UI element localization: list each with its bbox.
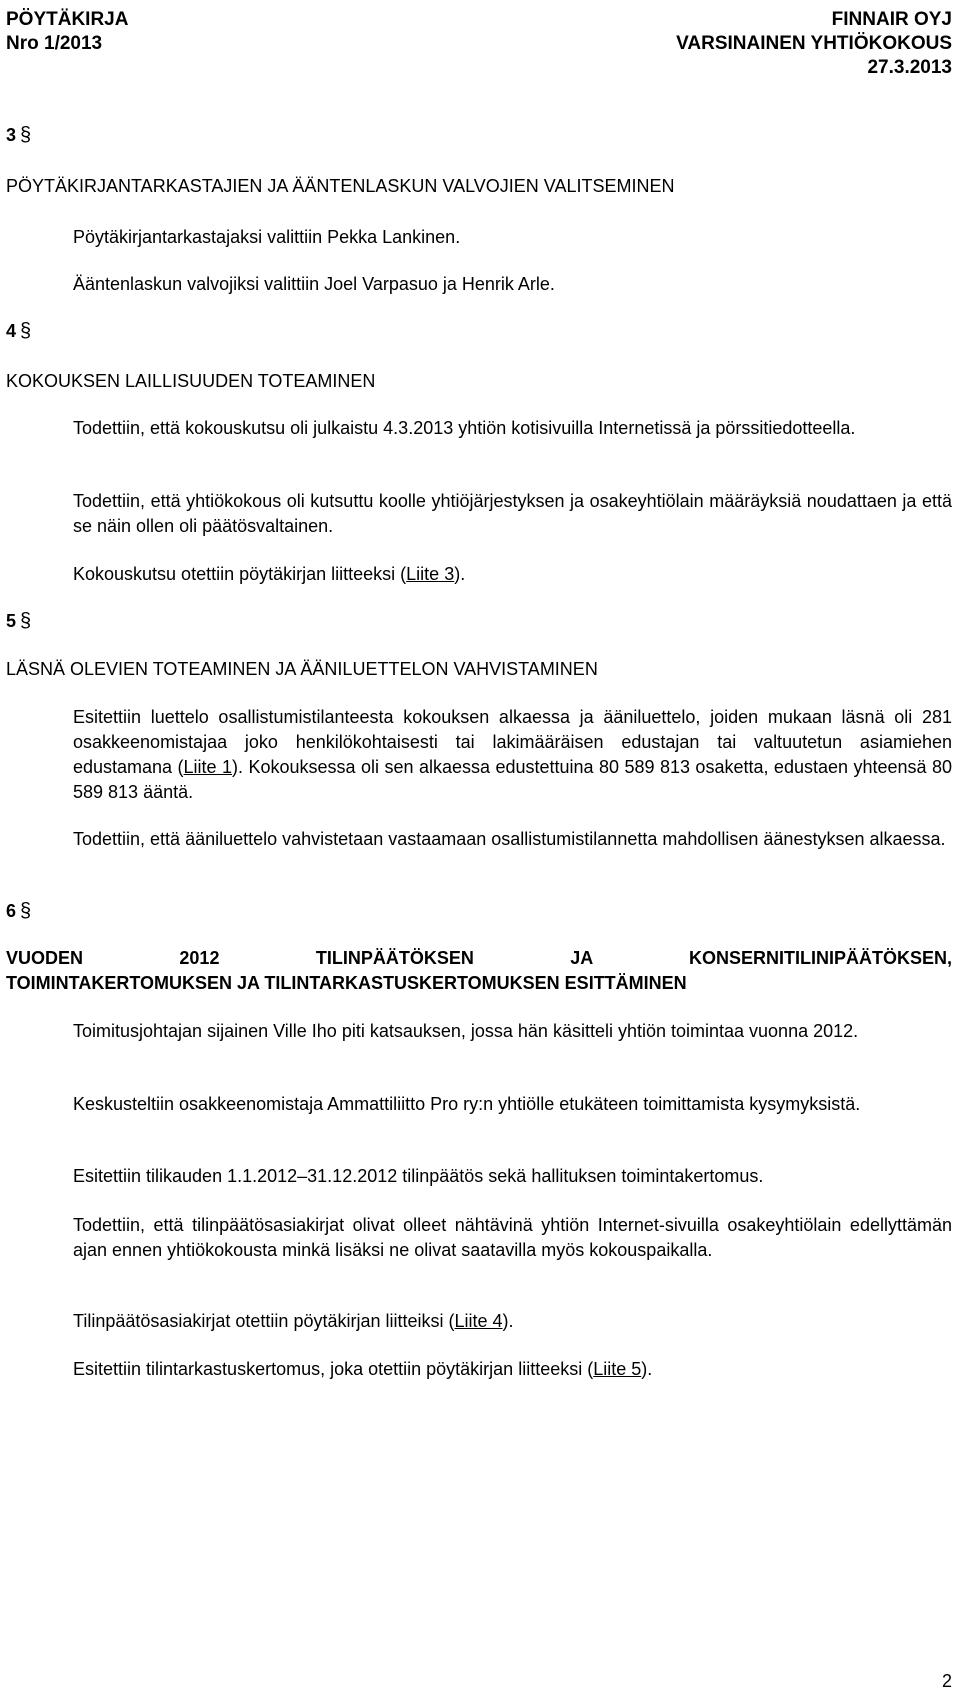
section-6-paragraph-1: Toimitusjohtajan sijainen Ville Iho piti katsauksen, jossa hän käsitteli yhtiön toimintaa vuonna 2012. (73, 1021, 859, 1041)
section-number: 4 (6, 321, 17, 341)
section-3-paragraph-2: Ääntenlaskun valvojiksi valittiin Joel Varpasuo ja Henrik Arle. (73, 274, 555, 294)
company-name: FINNAIR OYJ (831, 9, 952, 30)
section-6-paragraph-4: Todettiin, että tilinpäätösasiakirjat olivat olleet nähtävinä yhtiön Internet-sivuilla osakeyhtiölain edellyttämän ajan ennen yhtiökokousta minkä lisäksi ne olivat saatavilla myös kokouspaikalla. (73, 1215, 952, 1260)
section-5-paragraph-2: Todettiin, että ääniluettelo vahvistetaan vastaamaan osallistumistilannetta mahdollisen äänestyksen alkaessa. (73, 829, 946, 849)
section-symbol: § (20, 610, 32, 632)
section-6-paragraph-5 (73, 1309, 952, 1334)
section-3-paragraph-1: Pöytäkirjantarkastajaksi valittiin Pekka Lankinen. (73, 227, 461, 247)
header-right (676, 8, 952, 80)
section-5-paragraph-1 (73, 705, 952, 805)
attachment-link-liite-4[interactable]: Liite 4 (454, 1311, 503, 1331)
attachment-link-liite-5[interactable]: Liite 5 (593, 1359, 642, 1379)
section-3-number (6, 124, 31, 147)
section-5-title: LÄSNÄ OLEVIEN TOTEAMINEN JA ÄÄNILUETTELON VAHVISTAMINEN (6, 659, 598, 679)
document-number: Nro 1/2013 (6, 33, 103, 54)
paragraph-text: ). (641, 1359, 653, 1379)
header-left (6, 8, 128, 56)
page-number: 2 (941, 1671, 952, 1691)
section-4-title: KOKOUKSEN LAILLISUUDEN TOTEAMINEN (6, 371, 376, 391)
document-type: PÖYTÄKIRJA (6, 9, 129, 30)
section-number: 5 (6, 611, 17, 631)
paragraph-text: Kokouskutsu otettiin pöytäkirjan liitteeksi ( (73, 564, 407, 584)
paragraph-text: ). (454, 564, 466, 584)
section-4-number (6, 320, 31, 343)
section-6-paragraph-6 (73, 1357, 952, 1382)
section-3-title: PÖYTÄKIRJANTARKASTAJIEN JA ÄÄNTENLASKUN VALVOJIEN VALITSEMINEN (6, 176, 675, 196)
paragraph-text: Tilinpäätösasiakirjat otettiin pöytäkirjan liitteiksi ( (73, 1311, 455, 1331)
paragraph-text: Todettiin, että kokouskutsu oli julkaistu 4.3.2013 yhtiön kotisivuilla Internetissä ja pörssitiedotteella. (73, 418, 856, 438)
section-number: 3 (6, 125, 17, 145)
attachment-link-liite-1[interactable]: Liite 1 (183, 757, 233, 777)
section-symbol: § (20, 320, 32, 342)
meeting-name: VARSINAINEN YHTIÖKOKOUS (676, 33, 952, 54)
paragraph-text: Esitettiin luettelo osallistumistilanteesta kokouksen alkaessa ja ääniluettelo, joiden mukaan läsnä oli 281 osakkeenomistajaa joko henkilökohtaisesti tai lakimääräisen edustajan tai valtuutetun asiamiehen edustamana ( (73, 707, 952, 777)
meeting-date: 27.3.2013 (867, 57, 952, 78)
paragraph-text: ). Kokouksessa oli sen alkaessa edustettuina 80 589 813 osaketta, edustaen yhteensä 80 589 813 ääntä. (73, 757, 952, 802)
paragraph-text: Esitettiin tilintarkastuskertomus, joka otettiin pöytäkirjan liitteeksi ( (73, 1359, 594, 1379)
section-6-title-line-2: TOIMINTAKERTOMUKSEN JA TILINTARKASTUSKERTOMUKSEN ESITTÄMINEN (6, 973, 687, 993)
section-5-number (6, 610, 31, 633)
section-4-paragraph-2: Todettiin, että yhtiökokous oli kutsuttu koolle yhtiöjärjestyksen ja osakeyhtiölain määräyksiä noudattaen ja että se näin ollen oli päätösvaltainen. (73, 491, 952, 536)
section-symbol: § (20, 124, 32, 146)
section-4-paragraph-3 (73, 562, 952, 587)
section-6-paragraph-3: Esitettiin tilikauden 1.1.2012–31.12.2012 tilinpäätös sekä hallituksen toimintakertomus. (73, 1166, 764, 1186)
section-6-title-line-1: VUODEN 2012 TILINPÄÄTÖKSEN JA KONSERNITILINIPÄÄTÖKSEN, (6, 948, 952, 968)
attachment-link-liite-3[interactable]: Liite 3 (406, 564, 455, 584)
section-number: 6 (6, 901, 17, 921)
section-6-paragraph-2: Keskusteltiin osakkeenomistaja Ammattiliitto Pro ry:n yhtiölle etukäteen toimittamista kysymyksistä. (73, 1094, 861, 1114)
paragraph-text: ). (502, 1311, 514, 1331)
section-4-paragraph-1 (73, 416, 952, 441)
section-symbol: § (20, 900, 32, 922)
section-6-number (6, 900, 31, 923)
